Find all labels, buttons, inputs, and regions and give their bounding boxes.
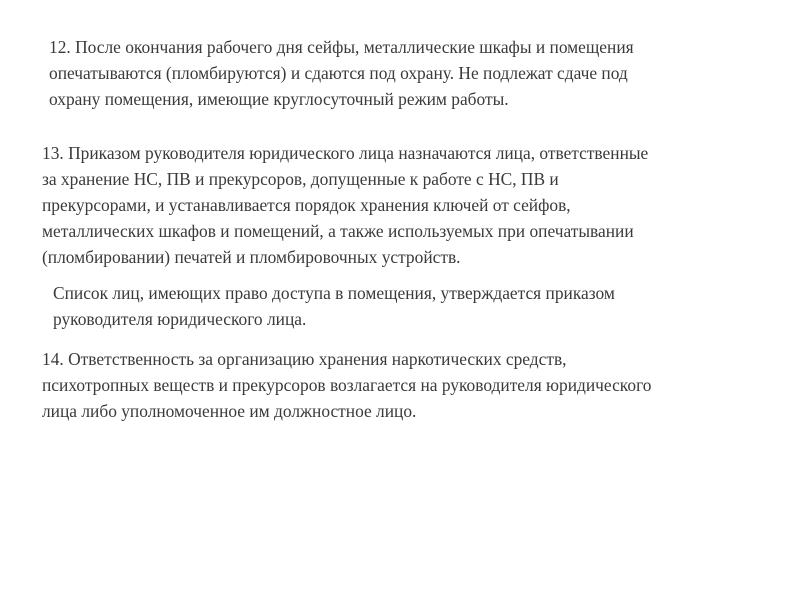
paragraph-13-line: прекурсорами, и устанавливается порядок хранения ключей от сейфов, bbox=[42, 195, 571, 215]
paragraph-13-line: металлических шкафов и помещений, а также используемых при опечатывании bbox=[42, 221, 634, 241]
paragraph-14-line: психотропных веществ и прекурсоров возлагается на руководителя юридического bbox=[42, 375, 652, 395]
paragraph-14-line: 14. Ответственность за организацию хранения наркотических средств, bbox=[42, 349, 567, 369]
access-list-line: руководителя юридического лица. bbox=[53, 309, 307, 329]
access-list-line: Список лиц, имеющих право доступа в помещения, утверждается приказом bbox=[53, 283, 615, 303]
paragraph-13-line: 13. Приказом руководителя юридического лица назначаются лица, ответственные bbox=[42, 143, 649, 163]
paragraph-13 bbox=[42, 140, 648, 270]
paragraph-12-line: опечатываются (пломбируются) и сдаются под охрану. Не подлежат сдаче под bbox=[49, 63, 628, 83]
paragraph-14-line: лица либо уполномоченное им должностное лицо. bbox=[42, 401, 417, 421]
paragraph-12 bbox=[49, 34, 634, 112]
paragraph-13-line: за хранение НС, ПВ и прекурсоров, допущенные к работе с НС, ПВ и bbox=[42, 169, 559, 189]
access-list-paragraph bbox=[53, 280, 615, 332]
paragraph-14 bbox=[42, 346, 651, 424]
paragraph-12-line: охрану помещения, имеющие круглосуточный режим работы. bbox=[49, 89, 509, 109]
paragraph-12-line: 12. После окончания рабочего дня сейфы, металлические шкафы и помещения bbox=[49, 37, 634, 57]
paragraph-13-line: (пломбировании) печатей и пломбировочных устройств. bbox=[42, 247, 461, 267]
